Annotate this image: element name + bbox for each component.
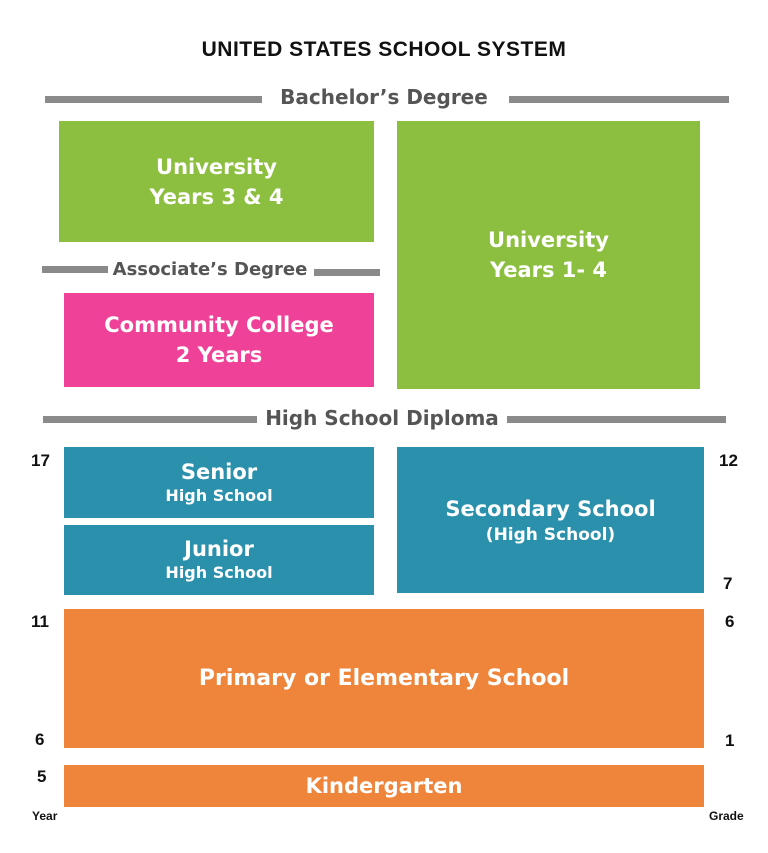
secondary-school-box <box>397 447 704 593</box>
senior-high-school-box <box>64 447 374 518</box>
associates-divider-right-bar <box>314 269 380 276</box>
bachelors-degree-label: Bachelor’s Degree <box>280 85 488 109</box>
year-5-marker: 5 <box>37 767 47 786</box>
grade-6-marker: 6 <box>725 612 735 631</box>
junior-high-line2: High School <box>165 563 273 582</box>
grade-1-marker: 1 <box>725 731 735 750</box>
associates-degree-label: Associate’s Degree <box>112 259 308 280</box>
university-years-3-4-box <box>59 121 374 242</box>
diagram-title: UNITED STATES SCHOOL SYSTEM <box>201 38 567 61</box>
year-11-marker: 11 <box>31 612 49 631</box>
secondary-school-line1: Secondary School <box>445 497 656 521</box>
year-6-marker: 6 <box>35 730 45 749</box>
community-college-box <box>64 293 374 387</box>
kindergarten-label: Kindergarten <box>305 774 463 798</box>
associates-divider-left-bar <box>42 266 108 273</box>
junior-high-school-box <box>64 525 374 595</box>
bachelors-divider-right-bar <box>509 96 729 103</box>
grade-7-marker: 7 <box>723 574 733 593</box>
university-years-3-4-line1: University <box>156 154 277 179</box>
high-school-divider-left-bar <box>43 416 257 423</box>
year-axis-label: Year <box>32 809 58 823</box>
primary-elementary-label: Primary or Elementary School <box>198 665 570 691</box>
university-years-1-4-line2: Years 1- 4 <box>489 258 608 282</box>
senior-high-line1: Senior <box>180 459 258 484</box>
grade-12-marker: 12 <box>719 451 738 470</box>
university-years-1-4-line1: University <box>488 228 609 252</box>
community-college-line1: Community College <box>104 313 334 337</box>
community-college-line2: 2 Years <box>175 343 263 367</box>
secondary-school-line2: (High School) <box>485 525 616 545</box>
university-years-1-4-box <box>397 121 700 389</box>
high-school-divider-right-bar <box>507 416 726 423</box>
senior-high-line2: High School <box>165 485 273 505</box>
primary-elementary-school-box <box>64 609 704 748</box>
year-17-marker: 17 <box>31 451 50 470</box>
grade-axis-label: Grade <box>709 809 744 823</box>
university-years-3-4-line2: Years 3 & 4 <box>149 184 284 209</box>
junior-high-line1: Junior <box>184 537 254 561</box>
kindergarten-box <box>64 765 704 807</box>
high-school-diploma-label: High School Diploma <box>265 406 499 430</box>
bachelors-divider-left-bar <box>45 96 262 103</box>
